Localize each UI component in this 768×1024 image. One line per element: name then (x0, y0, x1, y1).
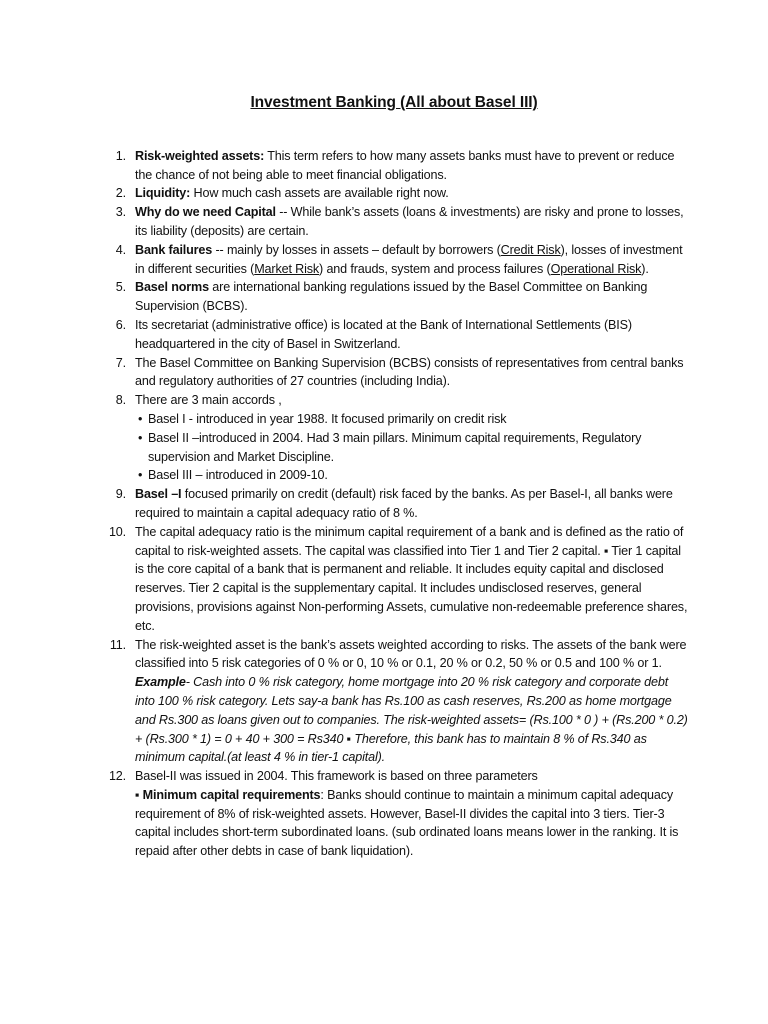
list-item (92, 241, 688, 279)
document-title: Investment Banking (All about Basel III) (250, 94, 538, 111)
item-text: How much cash assets are available right now. (190, 186, 449, 201)
item-number: 1. (115, 148, 126, 163)
list-item (92, 184, 688, 203)
item-body (135, 241, 688, 279)
item-text: ) and frauds, system and process failures ( (319, 261, 551, 276)
item-number: 9. (115, 487, 126, 502)
item-body (135, 278, 688, 316)
item-term: Risk-weighted assets: (135, 148, 265, 163)
numbered-list (92, 147, 688, 861)
bullet-glyph: • (138, 411, 143, 426)
list-item (92, 147, 688, 185)
bullet-glyph: • (138, 468, 143, 483)
item-term: Bank failures (135, 242, 213, 257)
sub-bullet-text: Basel III – introduced in 2009-10. (148, 468, 328, 483)
sub-bullet (135, 429, 688, 467)
list-item (92, 354, 688, 392)
market-risk-term: Market Risk (254, 261, 320, 276)
sub-bullet-text: Basel I - introduced in year 1988. It focused primarily on credit risk (148, 411, 507, 426)
item-text: -- mainly by losses in assets – default by borrowers ( (212, 242, 501, 257)
item-term: Basel norms (135, 280, 209, 295)
item-number: 7. (115, 355, 126, 370)
list-item (92, 203, 688, 241)
item-body (135, 391, 688, 485)
sub-bullet-text: Basel II –introduced in 2004. Had 3 main pillars. Minimum capital requirements, Regulatory supervision and Market Discipline. (148, 430, 642, 464)
item-text: The capital adequacy ratio is the minimum capital requirement of a bank and is defined as the ratio of capital to risk-weighted assets. The capital was classified into Tier 1 and Tier 2 capital. ▪ Tier 1 capital is the core capital of a bank that is permanent and reliable. It includes equity capital and disclosed reserves. Tier 2 capital is the supplementary capital. It includes undisclosed reserves, general provisions, provisions against Non-performing Assets, cumulative non-redeemable preference shares, etc. (135, 524, 688, 633)
item-body (135, 203, 688, 241)
item-text: ), losses of investment in different securities ( (135, 242, 683, 276)
item-number: 5. (115, 280, 126, 295)
item-text: There are 3 main accords , (135, 393, 282, 408)
item-term: Why do we need Capital (135, 205, 276, 220)
item-number: 12. (108, 769, 126, 784)
list-item (92, 278, 688, 316)
example-text: - Cash into 0 % risk category, home mortgage into 20 % risk category and corporate debt into 100 % risk category. Lets say-a bank has Rs.100 as cash reserves, Rs.200 as home mortgage and Rs.300 as loans given out to companies. The risk-weighted assets= (Rs.100 * 0 ) + (Rs.200 * 0.2) + (Rs.300 * 1) = 0 + 40 + 300 = Rs340 ▪ Therefore, this bank has to maintain 8 % of Rs.340 as minimum capital.(at least 4 % in tier-1 capital). (135, 675, 688, 765)
item-text: focused primarily on credit (default) risk faced by the banks. As per Basel-I, all banks were required to maintain a capital adequacy ratio of 8 %. (135, 487, 673, 520)
item-number: 10. (108, 524, 126, 539)
item-text: The risk-weighted asset is the bank’s assets weighted according to risks. The assets of the bank were classified into 5 risk categories of 0 % or 0, 10 % or 0.1, 20 % or 0.2, 50 % or 0.5 and 100 % or 1. (135, 637, 687, 671)
item-number: 11. (109, 637, 126, 652)
item-term: Liquidity: (135, 186, 191, 201)
operational-risk-term: Operational Risk (550, 261, 642, 276)
item-text: -- While bank’s assets (loans & investments) are risky and prone to losses, its liability (deposits) are certain. (135, 205, 684, 238)
list-item (92, 485, 688, 523)
example-paragraph (135, 673, 688, 767)
item-text: ). (641, 261, 649, 276)
sub-term: ▪ Minimum capital requirements (135, 787, 321, 802)
item-text: are international banking regulations issued by the Basel Committee on Banking Supervision (BCBS). (135, 280, 648, 314)
item-number: 6. (115, 317, 126, 332)
sub-text: : Banks should continue to maintain a minimum capital adequacy requirement of 8% of risk-weighted assets. However, Basel-II divides the capital into 3 tiers. Tier-3 capital includes short-term subordinated loans. (sub ordinated loans means lower in the ranking. It is repaid after other debts in case of bank liquidation). (135, 787, 679, 859)
list-item (92, 767, 688, 861)
sub-bullet (135, 410, 688, 429)
item-text: This term refers to how many assets banks must have to prevent or reduce the chance of not being able to meet financial obligations. (135, 148, 675, 182)
item-text: The Basel Committee on Banking Supervision (BCBS) consists of representatives from central banks and regulatory authorities of 27 countries (including India). (135, 355, 684, 389)
sub-bullet (135, 466, 688, 485)
item-body (135, 485, 688, 523)
item-text: Basel-II was issued in 2004. This framework is based on three parameters (135, 769, 538, 784)
item-number: 8. (115, 393, 126, 408)
list-item (92, 523, 688, 636)
item-term: Basel –I (135, 487, 182, 502)
credit-risk-term: Credit Risk (500, 242, 561, 257)
item-number: 3. (115, 205, 126, 220)
sub-paragraph (135, 786, 688, 861)
bullet-glyph: • (138, 430, 143, 445)
item-body (135, 636, 688, 768)
list-item (92, 391, 688, 485)
example-label: Example (135, 675, 186, 690)
item-body (135, 184, 688, 203)
item-text: Its secretariat (administrative office) is located at the Bank of International Settlements (BIS) headquartered in the city of Basel in Switzerland. (135, 317, 632, 351)
item-body (135, 767, 688, 861)
list-item (92, 316, 688, 354)
item-body (135, 147, 688, 185)
list-item (92, 636, 688, 768)
item-number: 4. (115, 242, 126, 257)
item-number: 2. (115, 186, 126, 201)
